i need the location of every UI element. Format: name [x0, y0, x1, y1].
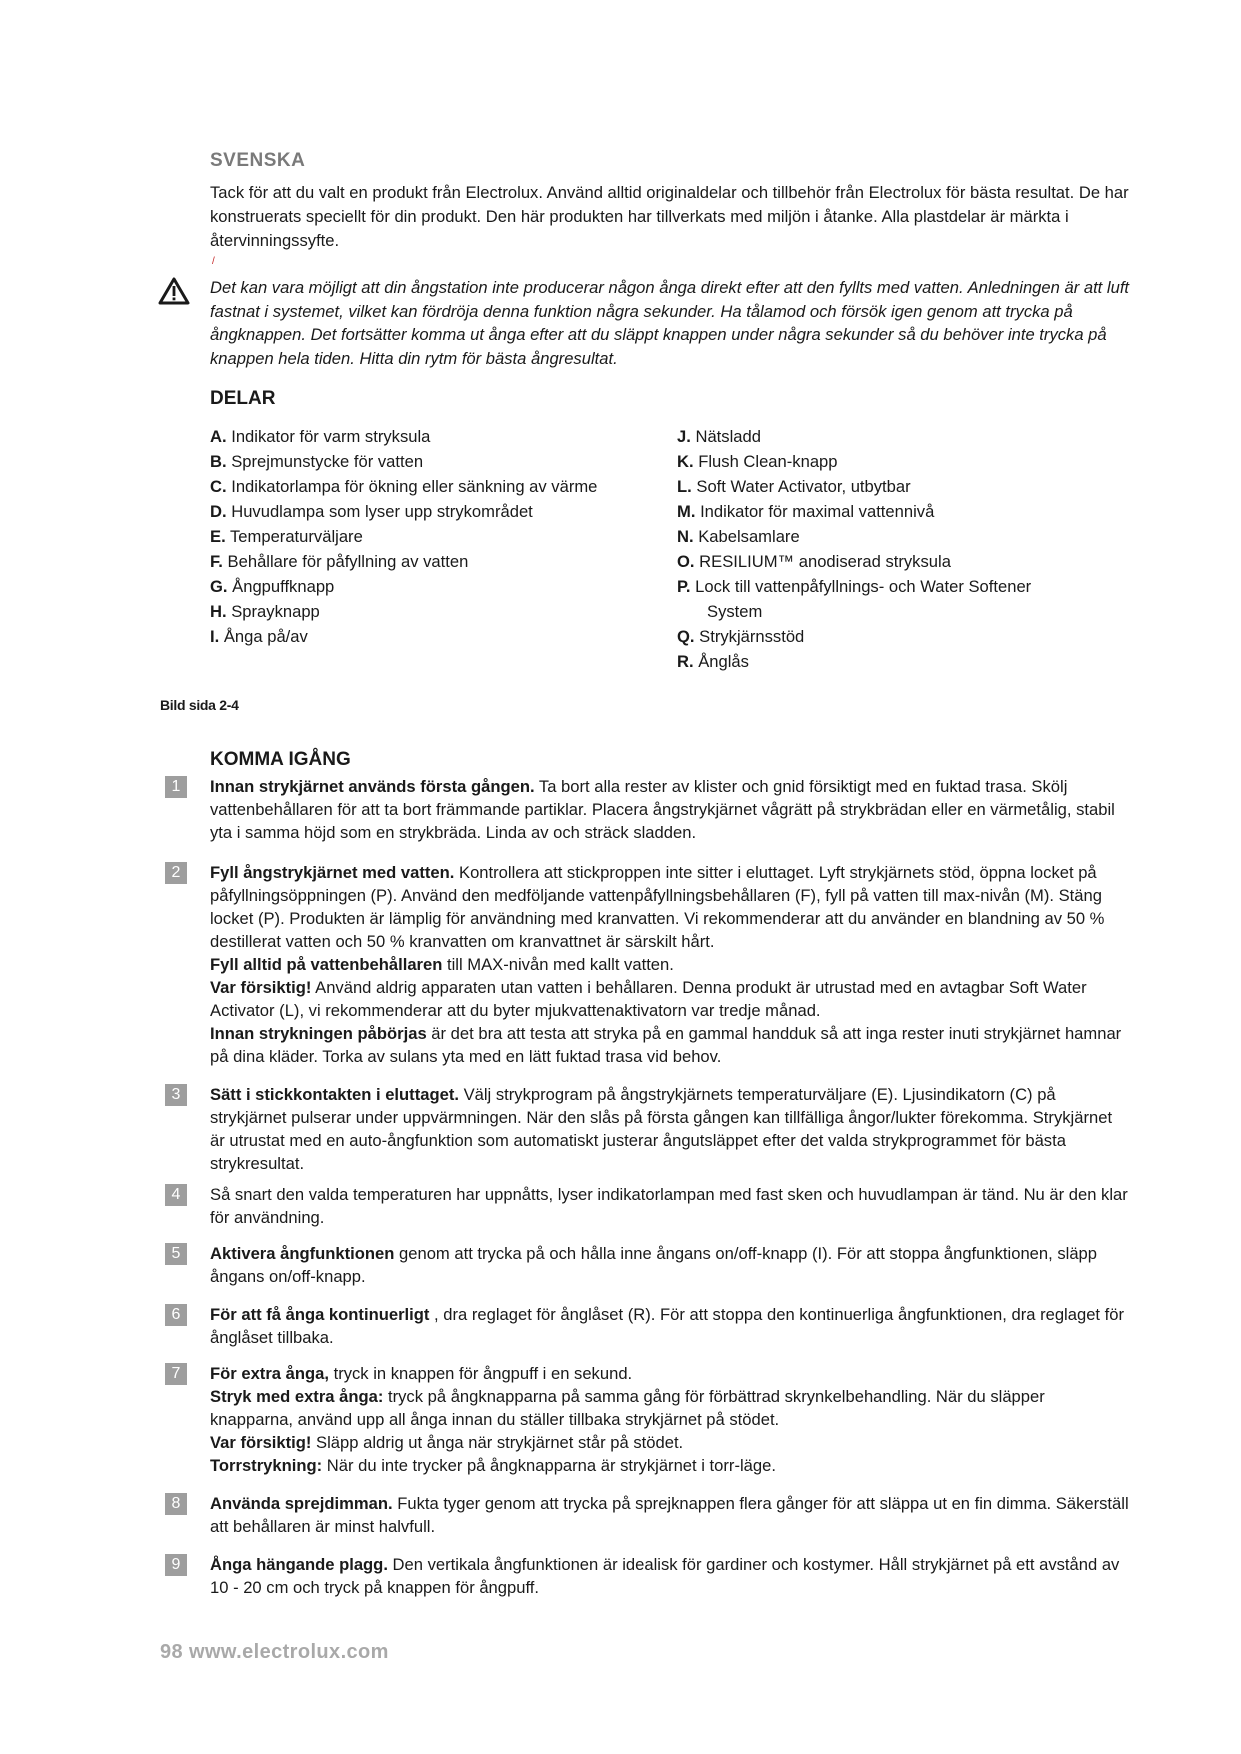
red-mark: / [212, 256, 215, 267]
part-label: RESILIUM™ anodiserad stryksula [699, 552, 951, 571]
step-lead: För att få ånga kontinuerligt [210, 1305, 430, 1324]
step-paragraph [210, 1362, 1130, 1385]
part-label: Huvudlampa som lyser upp strykområdet [231, 502, 533, 521]
language-heading: SVENSKA [210, 150, 306, 171]
step-lead: Fyll ångstrykjärnet med vatten. [210, 863, 455, 882]
step-text [210, 1083, 1130, 1175]
part-item [210, 449, 597, 474]
part-item [210, 599, 597, 624]
part-item [677, 599, 1031, 624]
step-text [210, 1492, 1130, 1538]
step-text [210, 1553, 1130, 1599]
step-text [210, 1183, 1130, 1229]
step-number-badge: 5 [165, 1243, 187, 1265]
part-item [677, 499, 1031, 524]
step-lead: För extra ånga, [210, 1364, 329, 1383]
part-label: Indikatorlampa för ökning eller sänkning av värme [231, 477, 598, 496]
part-item [677, 524, 1031, 549]
step-paragraph [210, 1553, 1130, 1599]
part-letter: E. [210, 527, 226, 546]
step-paragraph [210, 1083, 1130, 1175]
part-letter: B. [210, 452, 227, 471]
step-number-badge: 6 [165, 1304, 187, 1326]
step-body: tryck på ångknapparna på samma gång för förbättrad skrynkelbehandling. När du släpper knapparna, använd upp all ånga innan du ställer tillbaka strykjärnet på stödet. [210, 1387, 1045, 1429]
step-paragraph [210, 1183, 1130, 1229]
part-item [210, 474, 597, 499]
part-letter: K. [677, 452, 694, 471]
step-paragraph [210, 775, 1130, 844]
step-paragraph [210, 976, 1130, 1022]
step-body: genom att trycka på och hålla inne ångans on/off-knapp (I). För att stoppa ångfunktionen, släpp ångans on/off-knapp. [210, 1244, 1098, 1286]
part-letter: L. [677, 477, 692, 496]
step-paragraph [210, 1492, 1130, 1538]
part-label: System [707, 602, 763, 621]
part-letter: I. [210, 627, 220, 646]
part-letter: R. [677, 652, 694, 671]
step-lead: Ånga hängande plagg. [210, 1555, 388, 1574]
step-body: Släpp aldrig ut ånga när strykjärnet står på stödet. [311, 1433, 684, 1452]
step-paragraph [210, 1303, 1130, 1349]
part-label: Temperaturväljare [230, 527, 363, 546]
part-item [677, 474, 1031, 499]
step-body: Använd aldrig apparaten utan vatten i behållaren. Denna produkt är utrustad med en avtagbar Soft Water Activator (L), vi rekommenderar att du byter mjukvattenaktivatorn var tredje månad. [210, 978, 1087, 1020]
step-body: Ta bort alla rester av klister och gnid försiktigt med en fuktad trasa. Skölj vattenbehållaren för att ta bort främmande partiklar. Placera ångstrykjärnet vågrätt på strykbrädan eller en värmetålig, stabil yta i samma höjd som en strykbräda. Linda av och sträck sladden. [210, 777, 1115, 842]
step-lead: Använda sprejdimman. [210, 1494, 393, 1513]
part-item [210, 524, 597, 549]
step-body: , dra reglaget för ånglåset (R). För att stoppa den kontinuerliga ångfunktionen, dra reglaget för ånglåset tillbaka. [210, 1305, 1125, 1347]
step-number-badge: 3 [165, 1084, 187, 1106]
step-paragraph [210, 1242, 1130, 1288]
step-body: Välj strykprogram på ångstrykjärnets temperaturväljare (E). Ljusindikatorn (C) på strykjärnet pulserar under uppvärmningen. När den slås på första gången kan tillfälliga ångor/lukter förekomma. Strykjärnet är utrustat med en auto-ångfunktion som automatiskt justerar ångutsläppet efter det valda strykprogrammet för bästa strykresultat. [210, 1085, 1113, 1173]
intro-paragraph: Tack för att du valt en produkt från Electrolux. Använd alltid originaldelar och tillbehör från Electrolux för bästa resultat. De har konstruerats speciellt för din produkt. Den här produkten har tillverkats med miljön i åtanke. Alla plastdelar är märkta i återvinningssyfte. [210, 183, 1129, 250]
warning-triangle-icon [158, 277, 190, 305]
part-item [210, 624, 597, 649]
part-letter: A. [210, 427, 227, 446]
step-text [210, 861, 1130, 1068]
part-letter: Q. [677, 627, 695, 646]
step-paragraph [210, 1431, 1130, 1454]
part-letter: O. [677, 552, 695, 571]
step-body: är det bra att testa att stryka på en gammal handduk så att inga rester inuti strykjärnet hamnar på dina kläder. Torka av sulans yta med en lätt fuktad trasa vid behov. [210, 1024, 1122, 1066]
step-text [210, 1362, 1130, 1477]
part-label: Kabelsamlare [698, 527, 800, 546]
part-letter: D. [210, 502, 227, 521]
step-lead: Innan strykningen påbörjas [210, 1024, 427, 1043]
part-letter: F. [210, 552, 223, 571]
part-letter: N. [677, 527, 694, 546]
part-item [210, 574, 597, 599]
step-lead: Stryk med extra ånga: [210, 1387, 384, 1406]
step-text [210, 1242, 1130, 1288]
step-number-badge: 2 [165, 862, 187, 884]
step-body: tryck in knappen för ångpuff i en sekund. [328, 1364, 633, 1383]
part-label: Strykjärnsstöd [699, 627, 805, 646]
part-letter: C. [210, 477, 227, 496]
part-letter: G. [210, 577, 228, 596]
part-letter: M. [677, 502, 696, 521]
part-label: Ånglås [698, 652, 749, 671]
step-text [210, 775, 1130, 844]
part-label: Indikator för varm stryksula [231, 427, 431, 446]
part-label: Lock till vattenpåfyllnings- och Water Softener [695, 577, 1032, 596]
part-label: Ångpuffknapp [232, 577, 335, 596]
part-label: Behållare för påfyllning av vatten [227, 552, 469, 571]
parts-heading: DELAR [210, 388, 276, 409]
step-body: Fukta tyger genom att trycka på sprejknappen flera gånger för att släppa ut en fin dimma. Säkerställ att behållaren är minst halvfull. [210, 1494, 1129, 1536]
step-text [210, 1303, 1130, 1349]
part-item [677, 649, 1031, 674]
part-item [210, 424, 597, 449]
step-number-badge: 9 [165, 1554, 187, 1576]
step-number-badge: 4 [165, 1184, 187, 1206]
part-item [210, 499, 597, 524]
getting-started-heading: KOMMA IGÅNG [210, 749, 351, 770]
step-lead: Fyll alltid på vattenbehållaren [210, 955, 443, 974]
page-footer: 98 www.electrolux.com [160, 1641, 389, 1663]
part-letter: H. [210, 602, 227, 621]
part-item [677, 424, 1031, 449]
step-number-badge: 8 [165, 1493, 187, 1515]
part-item [677, 574, 1031, 599]
step-paragraph [210, 1385, 1130, 1431]
part-item [210, 549, 597, 574]
step-paragraph [210, 1454, 1130, 1477]
step-body: till MAX-nivån med kallt vatten. [442, 955, 674, 974]
step-paragraph [210, 861, 1130, 953]
part-label: Soft Water Activator, utbytbar [696, 477, 911, 496]
step-number-badge: 1 [165, 776, 187, 798]
step-lead: Var försiktig! [210, 978, 312, 997]
step-lead: Torrstrykning: [210, 1456, 323, 1475]
step-paragraph [210, 953, 1130, 976]
part-letter: J. [677, 427, 691, 446]
part-letter: P. [677, 577, 691, 596]
step-number-badge: 7 [165, 1363, 187, 1385]
part-label: Sprejmunstycke för vatten [231, 452, 424, 471]
part-label: Sprayknapp [231, 602, 320, 621]
step-body: Den vertikala ångfunktionen är idealisk för gardiner och kostymer. Håll strykjärnet på ett avstånd av 10 - 20 cm och tryck på knappen för ångpuff. [210, 1555, 1120, 1597]
step-lead: Aktivera ångfunktionen [210, 1244, 395, 1263]
step-lead: Var försiktig! [210, 1433, 312, 1452]
step-body: Så snart den valda temperaturen har uppnåtts, lyser indikatorlampan med fast sken och huvudlampan är tänd. Nu är den klar för användning. [210, 1185, 1128, 1227]
step-body: När du inte trycker på ångknapparna är strykjärnet i torr-läge. [322, 1456, 776, 1475]
step-lead: Sätt i stickkontakten i eluttaget. [210, 1085, 459, 1104]
step-body: Kontrollera att stickproppen inte sitter i eluttaget. Lyft strykjärnets stöd, öppna locket på påfyllningsöppningen (P). Använd den medföljande vattenpåfyllningsbehållaren (F), fyll på vatten till max-nivån (M). Stäng locket (P). Produkten är lämplig för användning med kranvatten. Vi rekommenderar att du använder en blandning av 50 % destillerat vatten och 50 % kranvatten om kranvattnet är särskilt hårt. [210, 863, 1105, 951]
part-label: Indikator för maximal vattennivå [700, 502, 935, 521]
part-label: Ånga på/av [223, 627, 308, 646]
figure-caption: Bild sida 2-4 [160, 697, 239, 713]
part-label: Flush Clean-knapp [698, 452, 838, 471]
parts-list-right [677, 424, 1031, 674]
part-item [677, 624, 1031, 649]
part-item [677, 549, 1031, 574]
step-paragraph [210, 1022, 1130, 1068]
step-lead: Innan strykjärnet används första gången. [210, 777, 535, 796]
part-item [677, 449, 1031, 474]
warning-text: Det kan vara möjligt att din ångstation inte producerar någon ånga direkt efter att den fyllts med vatten. Anledningen är att luft fastnat i systemet, vilket kan fördröja denna funktion några sekunder. Ha tålamod och försök igen genom att trycka på ångknappen. Det fortsätter komma ut ånga efter att du släppt knappen under några sekunder så du behöver inte trycka på knappen hela tiden. Hitta din rytm för bästa ångresultat. [210, 278, 1130, 368]
parts-list-left [210, 424, 597, 649]
part-label: Nätsladd [695, 427, 761, 446]
